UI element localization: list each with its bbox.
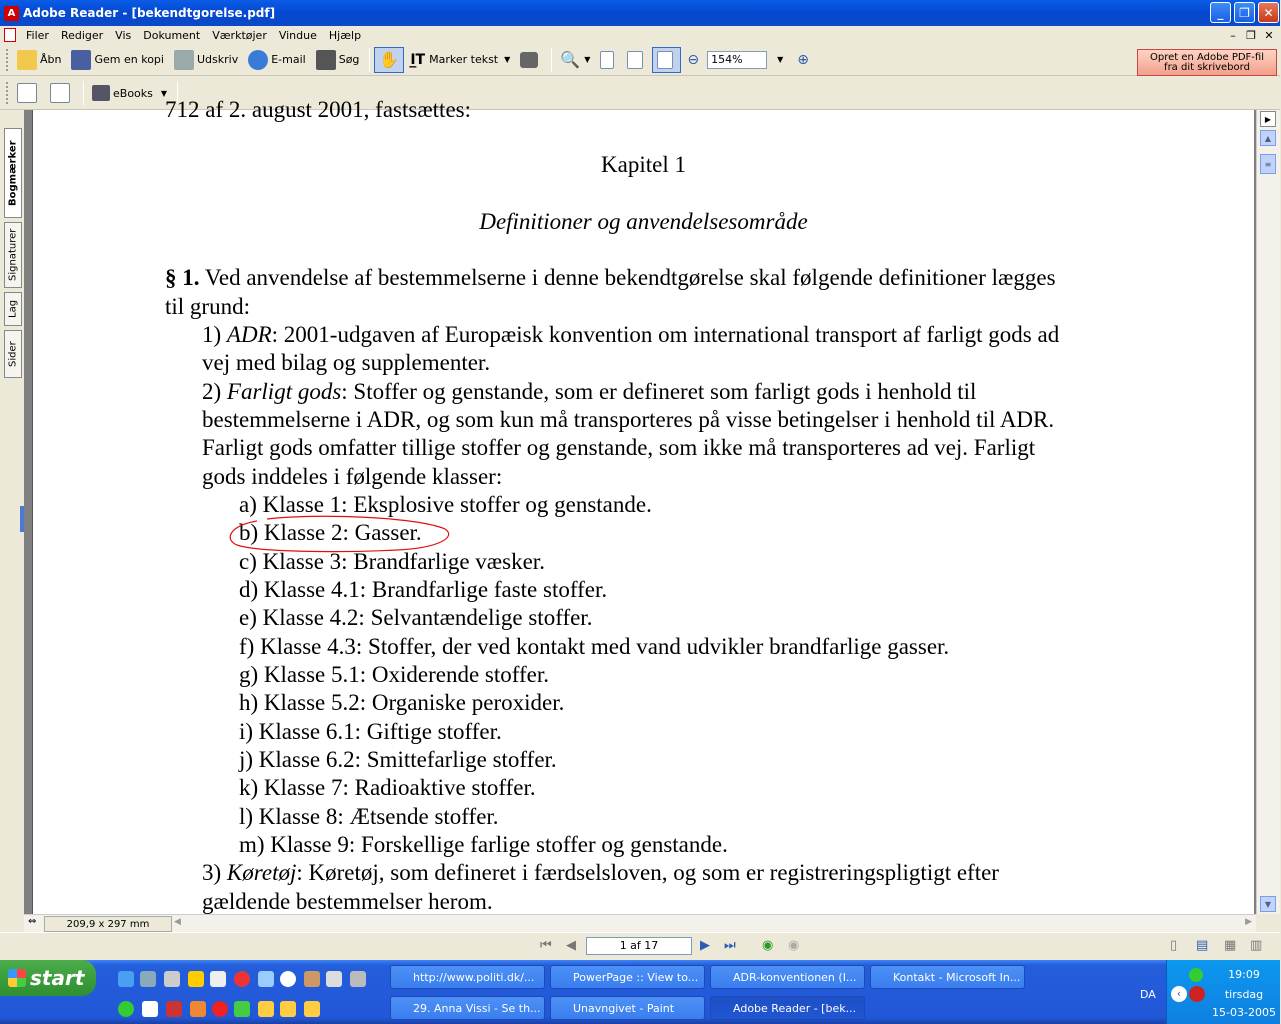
fit-page-icon: [627, 51, 643, 69]
class-list-item: l) Klasse 8: Ætsende stoffer.: [239, 804, 499, 829]
printer-icon: [174, 50, 194, 70]
menu-bar: [0, 26, 1280, 44]
scroll-right-icon[interactable]: ▶: [1245, 917, 1252, 927]
zoom-input[interactable]: 154%: [707, 51, 767, 69]
close-button[interactable]: ✕: [1258, 2, 1279, 23]
menu-vaerktojer[interactable]: Værktøjer: [212, 28, 267, 42]
window-title: Adobe Reader - [bekendtgorelse.pdf]: [23, 6, 276, 20]
folder-icon[interactable]: [280, 1001, 296, 1017]
class-list-item: e) Klasse 4.2: Selvantændelige stoffer.: [239, 605, 593, 630]
quicklaunch-icon[interactable]: [142, 1001, 158, 1017]
menu-vindue[interactable]: Vindue: [278, 28, 317, 42]
tray-expand-icon[interactable]: ‹: [1171, 986, 1187, 1002]
definition-line: gods inddeles i følgende klasser:: [202, 464, 503, 489]
definition-line: Farligt gods omfatter tillige stoffer og genstande, som ikke må transporteres ad vej. Farligt: [202, 435, 1036, 460]
page-copy-button[interactable]: [46, 80, 77, 106]
navigation-tabs-panel: [0, 110, 24, 932]
class-list-item: j) Klasse 6.2: Smittefarlige stoffer.: [239, 747, 557, 772]
vertical-scrollbar[interactable]: [1256, 110, 1280, 914]
chevron-down-icon[interactable]: ▼: [160, 88, 168, 98]
quicklaunch-icon[interactable]: [304, 971, 320, 987]
fit-width-icon: [657, 51, 673, 69]
antivirus-icon[interactable]: [1189, 986, 1205, 1002]
taskbar-button-active[interactable]: Adobe Reader - [bek...: [710, 996, 865, 1020]
menu-rediger[interactable]: Rediger: [60, 28, 104, 42]
definition-line: vej med bilag og supplementer.: [202, 350, 491, 375]
adobe-reader-app-icon: A: [4, 6, 19, 21]
class-list-item: g) Klasse 5.1: Oxiderende stoffer.: [239, 662, 549, 687]
windows-logo-icon: [8, 969, 26, 987]
previous-page-icon[interactable]: ◀: [566, 938, 576, 953]
pdf-page[interactable]: [32, 97, 1254, 914]
quicklaunch-icon[interactable]: [118, 1001, 134, 1017]
tab-signatures[interactable]: Signaturer: [4, 222, 22, 288]
horizontal-scrollbar[interactable]: [24, 914, 1256, 932]
class-list-item: f) Klasse 4.3: Stoffer, der ved kontakt med vand udvikler brandfarlige gasser.: [239, 634, 950, 659]
ebook-icon: [92, 85, 110, 101]
create-pdf-promo-button[interactable]: Opret en Adobe PDF-fil fra dit skrivebord: [1137, 49, 1277, 76]
email-button[interactable]: E-mail: [244, 47, 310, 73]
binoculars-icon: [316, 50, 336, 70]
start-button[interactable]: start: [0, 960, 96, 996]
class-list-item: b) Klasse 2: Gasser.: [239, 520, 422, 545]
splitter-icon[interactable]: ⇔: [28, 916, 37, 927]
windows-taskbar: [0, 960, 1280, 1024]
first-page-icon[interactable]: ⏮: [540, 938, 552, 953]
last-page-icon[interactable]: ⏭: [724, 938, 736, 953]
skype-icon[interactable]: [234, 971, 250, 987]
outlook-icon[interactable]: [140, 971, 156, 987]
red-ellipse-annotation: [227, 515, 453, 553]
camera-icon: [520, 52, 538, 68]
taskbar-button[interactable]: http://www.politi.dk/...: [390, 965, 545, 989]
zoom-in-button[interactable]: [793, 47, 813, 73]
plus-circle-icon: ⊕: [797, 51, 809, 68]
chapter-heading: Kapitel 1: [601, 152, 686, 177]
paragraph-line: § 1. Ved anvendelse af bestemmelserne i denne bekendtgørelse skal følgende definitioner lægges: [165, 265, 1056, 290]
maximize-button[interactable]: ❐: [1234, 2, 1255, 23]
quicklaunch-icon[interactable]: [280, 971, 296, 987]
scroll-thumb[interactable]: ≡: [1260, 154, 1276, 174]
security-shield-icon[interactable]: [1189, 968, 1203, 982]
taskbar-button[interactable]: Unavngivet - Paint: [550, 996, 705, 1020]
fit-width-button[interactable]: [652, 47, 681, 73]
class-list-item: m) Klasse 9: Forskellige farlige stoffer og genstande.: [239, 832, 728, 857]
class-list-item: h) Klasse 5.2: Organiske peroxider.: [239, 690, 565, 715]
quicklaunch-icon[interactable]: [188, 971, 204, 987]
doc-restore-icon[interactable]: ❐: [1246, 29, 1256, 42]
folder-icon: [17, 50, 37, 70]
tab-layers[interactable]: Lag: [4, 292, 22, 326]
scroll-up-icon[interactable]: ▲: [1260, 130, 1276, 146]
taskbar-button[interactable]: PowerPage :: View to...: [550, 965, 705, 989]
minimize-button[interactable]: _: [1210, 2, 1231, 23]
taskbar-button[interactable]: Kontakt - Microsoft In...: [870, 965, 1025, 989]
single-page-icon[interactable]: ▯: [1170, 938, 1178, 953]
definition-line: bestemmelserne i ADR, og som kun må transporteres på visse betingelser i henhold til ADR.: [202, 407, 1055, 432]
fit-page-button[interactable]: [623, 47, 650, 73]
taskbar-button[interactable]: ADR-konventionen (I...: [710, 965, 865, 989]
quicklaunch-icon[interactable]: [350, 971, 366, 987]
class-list-item: a) Klasse 1: Eksplosive stoffer og genstande.: [239, 492, 652, 517]
chapter-subtitle: Definitioner og anvendelsesområde: [479, 209, 808, 234]
next-page-icon[interactable]: ▶: [700, 938, 710, 953]
facing-pages-icon[interactable]: ▦: [1224, 938, 1237, 953]
continuous-page-icon[interactable]: ▤: [1196, 938, 1209, 953]
class-list-item: c) Klasse 3: Brandfarlige væsker.: [239, 549, 545, 574]
folder-icon[interactable]: [258, 1001, 274, 1017]
go-forward-icon[interactable]: ◉: [788, 938, 800, 953]
hand-tool-button[interactable]: [374, 47, 404, 73]
class-list-item: d) Klasse 4.1: Brandfarlige faste stoffer.: [239, 577, 608, 602]
open-button[interactable]: Åbn: [13, 47, 65, 73]
minus-circle-icon: ⊖: [687, 51, 700, 68]
doc-minimize-icon[interactable]: –: [1230, 29, 1236, 42]
scroll-down-icon[interactable]: ▼: [1260, 896, 1276, 912]
zoom-dropdown-icon[interactable]: ▼: [777, 55, 784, 64]
chevron-down-icon[interactable]: ▼: [584, 55, 591, 64]
paragraph-line: til grund:: [165, 294, 250, 319]
quicklaunch-icon[interactable]: [258, 971, 274, 987]
search-button[interactable]: Søg: [312, 47, 364, 73]
go-back-icon[interactable]: ◉: [762, 938, 774, 953]
save-copy-button[interactable]: Gem en kopi: [67, 47, 168, 73]
continuous-facing-icon[interactable]: ▥: [1250, 938, 1263, 953]
actual-size-icon: [600, 51, 614, 69]
ebooks-button[interactable]: eBooks ▼: [88, 80, 171, 106]
doc-close-icon[interactable]: ✕: [1264, 29, 1274, 42]
select-text-button[interactable]: I̲T Marker tekst ▼: [410, 51, 511, 68]
menu-vis[interactable]: Vis: [115, 28, 132, 42]
snapshot-button[interactable]: [516, 47, 545, 73]
page-copy-icon: [50, 83, 70, 103]
window-title-bar[interactable]: [0, 0, 1280, 26]
menu-dokument[interactable]: Dokument: [143, 28, 201, 42]
page-rotate-icon: [17, 83, 37, 103]
class-list-item: k) Klasse 7: Radioaktive stoffer.: [239, 775, 536, 800]
definition-line: 1) ADR: 2001-udgaven af Europæisk konvention om international transport af farligt gods ad: [202, 322, 1060, 347]
quicklaunch-icon[interactable]: [326, 971, 342, 987]
text-cursor-icon: I̲T: [410, 51, 426, 68]
clock-time[interactable]: 19:09: [1228, 968, 1260, 981]
rotate-page-button[interactable]: [13, 80, 44, 106]
tab-pages[interactable]: Sider: [4, 330, 22, 378]
print-button[interactable]: Udskriv: [170, 47, 242, 73]
main-toolbar: [0, 44, 1134, 76]
hand-icon: ✋: [379, 50, 400, 69]
quicklaunch-icon[interactable]: [212, 1001, 228, 1017]
quicklaunch-icon[interactable]: [190, 1001, 206, 1017]
scroll-left-icon[interactable]: ◀: [174, 917, 181, 927]
folder-icon[interactable]: [304, 1001, 320, 1017]
quicklaunch-icon[interactable]: [210, 971, 226, 987]
magnifier-plus-icon: 🔍: [560, 50, 581, 69]
definition-line: gældende bestemmelser herom.: [202, 889, 493, 914]
menu-hjaelp[interactable]: Hjælp: [328, 28, 362, 42]
taskbar-button[interactable]: 29. Anna Vissi - Se th...: [390, 996, 545, 1020]
save-icon: [71, 50, 91, 70]
definition-line: 3) Køretøj: Køretøj, som defineret i færdselsloven, og som er registreringspligtigt efter: [202, 860, 999, 885]
document-icon[interactable]: [4, 28, 16, 42]
clock-day: tirsdag: [1224, 988, 1264, 1001]
page-number-input[interactable]: 1 af 17: [586, 937, 692, 955]
language-indicator[interactable]: DA: [1140, 988, 1156, 1001]
class-list-item: i) Klasse 6.1: Giftige stoffer.: [239, 719, 502, 744]
system-tray: [1166, 960, 1280, 1024]
tab-bookmarks[interactable]: Bogmærker: [4, 128, 22, 218]
zoom-out-button[interactable]: [683, 47, 703, 73]
zoom-tool-button[interactable]: [556, 47, 594, 73]
chevron-down-icon[interactable]: ▼: [504, 55, 511, 64]
definition-line: 2) Farligt gods: Stoffer og genstande, som er defineret som farligt gods i henhold til: [202, 379, 977, 404]
explorer-icon[interactable]: [164, 971, 180, 987]
menu-filer[interactable]: Filer: [26, 28, 49, 42]
quicklaunch-icon[interactable]: [166, 1001, 182, 1017]
options-arrow-icon[interactable]: ▶: [1260, 111, 1276, 127]
ie-icon[interactable]: [118, 971, 134, 987]
page-navigation-bar: [0, 932, 1280, 960]
top-fragment-line: 712 af 2. august 2001, fastsættes:: [165, 97, 471, 122]
quicklaunch-icon[interactable]: [234, 1001, 250, 1017]
actual-size-button[interactable]: [596, 47, 621, 73]
clock-date: 15-03-2005: [1212, 1006, 1276, 1019]
page-size-indicator: 209,9 x 297 mm: [44, 916, 172, 932]
email-icon: [248, 50, 268, 70]
